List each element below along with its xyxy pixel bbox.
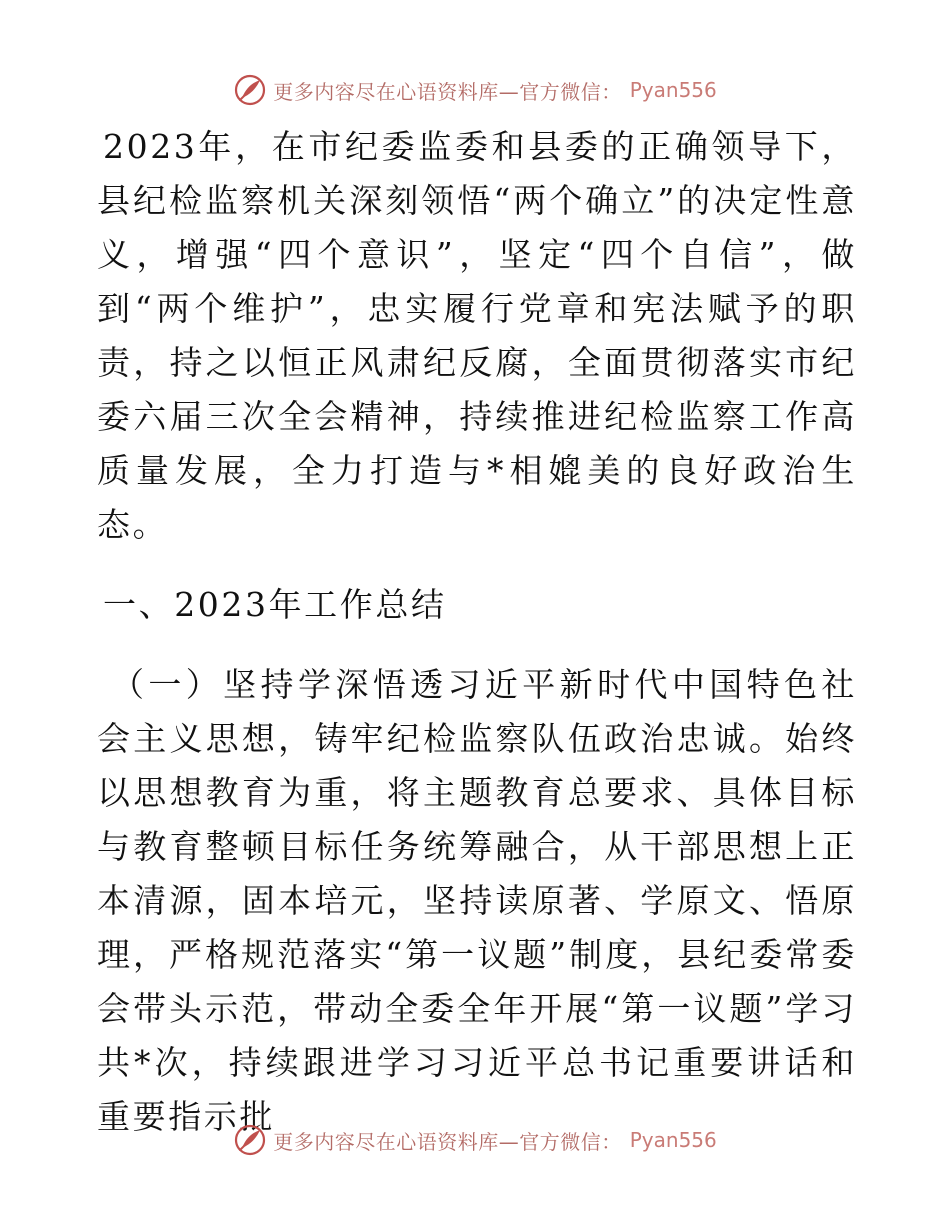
section-heading: 一、2023年工作总结 [103,585,447,624]
footer-watermark [0,1120,950,1160]
feather-pen-circle-icon [233,1123,267,1157]
watermark-text: 更多内容尽在心语资料库—官方微信： [273,1129,622,1154]
header-watermark [0,70,950,110]
watermark-handle: Pyan556 [629,78,717,102]
feather-pen-circle-icon [233,73,267,107]
watermark-handle: Pyan556 [629,1128,717,1152]
document-body [97,120,857,1144]
subsection-paragraph: （一）坚持学深悟透习近平新时代中国特色社会主义思想，铸牢纪检监察队伍政治忠诚。始终以思想教育为重，将主题教育总要求、具体目标与教育整顿目标任务统筹融合，从干部思想上正本清源，固本培元，坚持读原著、学原文、悟原理，严格规范落实“第一议题”制度，县纪委常委会带头示范，带动全委全年开展“第一议题”学习共*次，持续跟进学习习近平总书记重要讲话和重要指示批 [97,665,857,1136]
watermark-text: 更多内容尽在心语资料库—官方微信： [273,79,622,104]
intro-paragraph: 2023年，在市纪委监委和县委的正确领导下，县纪检监察机关深刻领悟“两个确立”的决定性意义，增强“四个意识”，坚定“四个自信”，做到“两个维护”，忠实履行党章和宪法赋予的职责，持之以恒正风肃纪反腐，全面贯彻落实市纪委六届三次全会精神，持续推进纪检监察工作高质量发展，全力打造与*相媲美的良好政治生态。 [97,127,857,544]
